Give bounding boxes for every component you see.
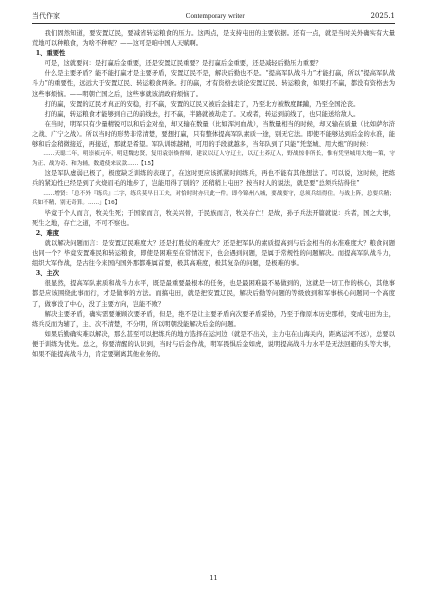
paragraph: 在当时，明军只有少量精锐可以和后金对垒，却又输在数量（比如浑河血战），当数量相当的时候，却又输在质量（比如萨尔浒之战、广宁之战）。所以当时的形势非常清楚，要想打赢，只有整体提高军队素质一途，别无它法。即使不能够达到后金的水准，能够和后金稍微接近，再接近，那就是希望。军队训练越精，可用的手段就越多，当年队到了只能“凭坚城、用大炮”的时候： [32,120,395,149]
section-heading: 3、主次 [35,270,60,278]
paragraph: 如果后勤确实难以解决，那么甚至可以把练兵的地方选择在运河边（就是不出关，主力屯在山海关内，距离运河不远），总要以便于训练为优先。总之，你要清醒的认识到，当时与后金作战，明军畏惧后金如虎，说明提高战斗力水平是无法回避的头等大事，如果不能提高战斗力，肯定要剿离其他业务的。 [32,330,395,358]
paragraph: 打的赢，安置的辽民才真正的安稳，打不赢，安置的辽民又被后金捕走了，乃至北方被数度蹂躏，乃至全国沦丧。 [44,100,360,108]
paragraph: 就以解决问题而言：是安置辽民难度大？还是打胜仗的难度大？还是把军队的素质提高到与后金相当的水准难度大？粮食问题也同一个？毕竟安置难民和转运粮食，即使是困难至在常情况下，也会遇到问题，是属于常规性的问题解决。而提高军队战斗力，组织大军作战，是古往今来国内国外那都难属首要，极其高难度，极其复杂的问题，是极难的事。 [32,239,395,268]
section-heading: 2、难度 [35,229,60,237]
page-number: 11 [209,574,218,582]
paragraph: 毕竟于个人而言，牧关生死；于国家而言，牧关兴替，于民族而言，牧关存亡！是故，孙子兵法开篇就说：兵者，国之大事，死生之地，存亡之道，不可不察也。 [32,209,395,227]
paragraph: 很显然，提高军队素质和战斗力水平，既是最重要最根本的任务，也是最困难最不易做到的，这就是一切工作的核心，其他事都是应该围绕此事而行，才是做事的方法。而搞屯田，就是把安置辽民，解决后勤等问题的等级放到和军事核心问题同一个高度了，做事没了中心，没了主要方向，岂能不败？ [32,280,395,308]
paragraph: 我们固然知道，要安置辽民，要减省转运粮食的压力。这两点，是支持屯田的主要依据。还有一点，就是当时关外确实有大量荒地可以种粮食，为啥不种呢？——这可是咱中国人天赋啊。 [32,30,395,48]
paragraph: 解决主要矛盾，确实需要兼顾次要矛盾，但是，绝不是让主要矛盾向次要矛盾妥协，乃至于像原本历史那样，变成屯田为主，练兵反而为辅了，主、次不清楚，不分明，所以明朝没能解决后金的问题。 [32,310,395,328]
issue-date: 2025.1 [370,12,395,20]
paragraph: 打的赢，转运粮食才能够到自己的前线去，打不赢，半路就被劫走了。又或者，转运到前线了，也只能送给敌人。 [44,110,360,118]
block-quote: ……增贤：「总不外『练兵』二字，练兵莫早日工夫，对恰时时亦只此一件。即今锦州八城，要战要守，总须兵结得住。与战上阵，总要兵精；兵如不精，别无奇算。……」【16】 [32,190,395,207]
journal-name-en: Contemporary writer [185,12,245,20]
article-body [32,29,395,360]
paragraph: 这是军队虚弱已极了，极度缺乏训练的表现了，在这时更应该抓紧时间练兵，再也不能有其他想法了。可以说，这时候，把练兵的紧迫性已经是到了火烧眉毛的地步了，岂能用得了别的？还稍稍上屯田？按当时人的说法，就是要“总须兵结得住” [32,170,395,188]
paragraph: 可是，这就要问：是打赢后金重要，还是安置辽民重要？是打赢后金重要，还是减轻后勤压力重要？ [44,60,322,68]
block-quote: ……天聪二年，明崇祯元年，明廷魏忠贤，复用袁崇焕督师，建议以辽人守辽土，以辽土养辽人，野战惊非所长，惟有凭坚城用大炮一策，守为正、战为奇、和为辅，数遣使来议款……【15】 [32,151,395,167]
journal-name-cn: 当代作家 [32,12,60,20]
running-header [32,12,395,24]
paragraph: 什么是主要矛盾？能不能打赢才是主要矛盾，安置辽民不是，解决后勤也不是。“提高军队战斗力”才能打赢，所以“提高军队战斗力”的重要性，远远大于安置辽民、转运粮食两条。打的赢，才有资格去谈论安置辽民、转运粮食，如果打不赢，都没有资格去为这些事烦恼。——明朝亡国之后，这些事就该清政府烦恼了。 [32,70,395,98]
section-heading: 1、重要性 [35,50,66,58]
